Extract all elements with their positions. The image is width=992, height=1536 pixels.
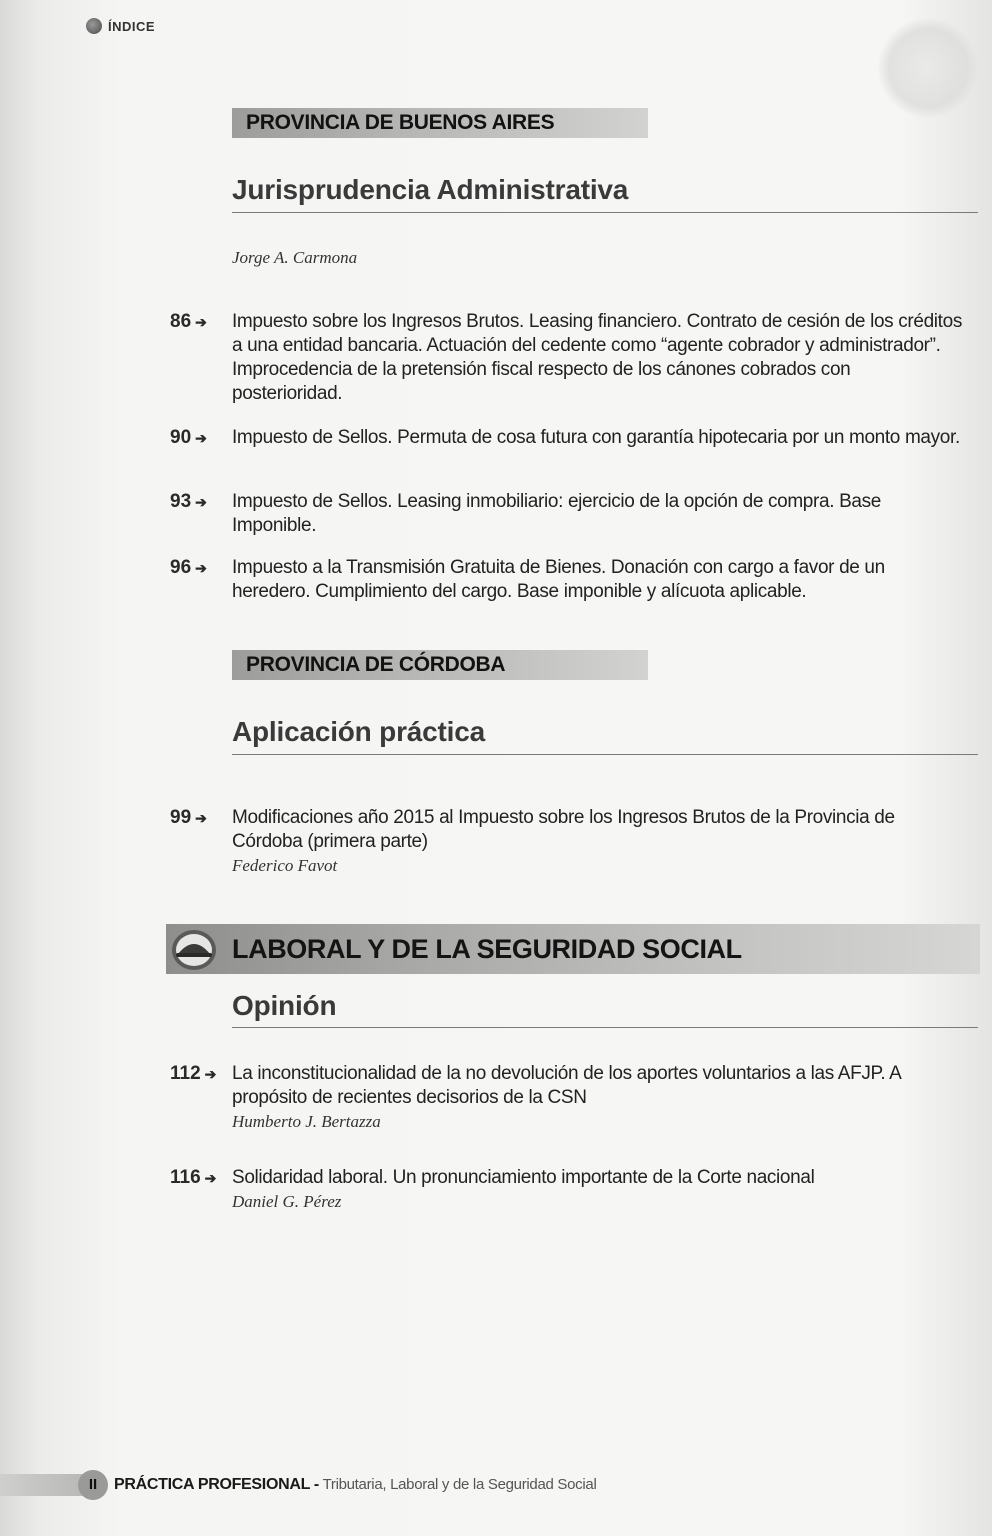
entry-body — [232, 556, 962, 604]
page-footer — [0, 1470, 596, 1500]
entry-body — [232, 1166, 962, 1214]
corner-decoration — [878, 18, 978, 118]
section-band-laboral — [166, 924, 980, 974]
entry-title: Impuesto de Sellos. Permuta de cosa futura con garantía hipotecaria por un monto mayor. — [232, 427, 960, 448]
entry-body — [232, 426, 962, 450]
section-author: Jorge A. Carmona — [232, 248, 358, 267]
entry-author: Federico Favot — [232, 856, 338, 875]
entry-title: Solidaridad laboral. Un pronunciamiento importante de la Corte nacional — [232, 1167, 815, 1188]
entry-body — [232, 310, 962, 406]
entry-page — [170, 806, 232, 878]
footer-brand: PRÁCTICA PROFESIONAL - — [114, 1476, 319, 1493]
entry-page — [170, 556, 232, 604]
toc-entry[interactable] — [170, 310, 962, 406]
toc-entry[interactable] — [170, 806, 962, 878]
entry-page-number: 99 — [170, 807, 192, 828]
footer-subtitle: Tributaria, Laboral y de la Seguridad Social — [318, 1476, 597, 1493]
entry-title: Impuesto a la Transmisión Gratuita de Bienes. Donación con cargo a favor de un heredero. Cumplimiento del cargo. Base imponible y alícuota aplicable. — [232, 557, 885, 602]
section-title-aplicacion: Aplicación práctica — [232, 716, 485, 747]
toc-entry[interactable] — [170, 556, 962, 604]
section-dot-icon — [86, 18, 102, 34]
entry-page — [170, 310, 232, 406]
helmet-icon — [170, 926, 218, 972]
toc-entry[interactable] — [170, 1166, 962, 1214]
section-title-opinion: Opinión — [232, 990, 337, 1021]
entry-title: Impuesto sobre los Ingresos Brutos. Leasing financiero. Contrato de cesión de los créditos a una entidad bancaria. Actuación del cedente como “agente cobrador y administrador”. Improcedencia de la pretensión fiscal respecto de los cánones cobrados con posterioridad. — [232, 311, 962, 404]
section-band-buenos-aires: PROVINCIA DE BUENOS AIRES — [232, 108, 648, 138]
arrow-right-icon: ➔ — [195, 810, 207, 826]
toc-entry[interactable] — [170, 1062, 962, 1134]
section-title-jurisprudencia: Jurisprudencia Administrativa — [232, 174, 629, 205]
arrow-right-icon: ➔ — [195, 430, 207, 446]
entry-body — [232, 1062, 962, 1134]
arrow-right-icon: ➔ — [204, 1066, 217, 1082]
section-band-cordoba: PROVINCIA DE CÓRDOBA — [232, 650, 648, 680]
arrow-right-icon: ➔ — [204, 1170, 217, 1186]
arrow-right-icon: ➔ — [195, 560, 207, 576]
entry-page — [170, 426, 232, 450]
toc-entry[interactable] — [170, 426, 962, 450]
section-rule — [232, 754, 978, 755]
entry-body — [232, 806, 962, 878]
arrow-right-icon: ➔ — [195, 314, 207, 330]
section-rule — [232, 212, 978, 213]
entry-page-number: 90 — [170, 427, 192, 448]
index-label — [86, 18, 155, 34]
entry-title: Modificaciones año 2015 al Impuesto sobre los Ingresos Brutos de la Provincia de Córdoba (primera parte) — [232, 807, 895, 852]
entry-title: La inconstitucionalidad de la no devolución de los aportes voluntarios a las AFJP. A propósito de recientes decisorios de la CSN — [232, 1063, 901, 1108]
entry-page-number: 93 — [170, 491, 192, 512]
entry-page-number: 112 — [170, 1063, 201, 1084]
entry-page — [170, 1166, 232, 1214]
entry-author: Daniel G. Pérez — [232, 1192, 342, 1211]
entry-author: Humberto J. Bertazza — [232, 1112, 381, 1131]
entry-page-number: 116 — [170, 1167, 201, 1188]
entry-title: Impuesto de Sellos. Leasing inmobiliario: ejercicio de la opción de compra. Base Imponible. — [232, 491, 881, 536]
footer-text — [114, 1476, 596, 1494]
arrow-right-icon: ➔ — [195, 494, 207, 510]
entry-page-number: 96 — [170, 557, 192, 578]
toc-entry[interactable] — [170, 490, 962, 538]
entry-page — [170, 1062, 232, 1134]
big-band-title: LABORAL Y DE LA SEGURIDAD SOCIAL — [232, 934, 742, 964]
entry-body — [232, 490, 962, 538]
footer-bar — [0, 1474, 86, 1496]
footer-page-number: II — [78, 1470, 108, 1500]
entry-page-number: 86 — [170, 311, 192, 332]
entry-page — [170, 490, 232, 538]
section-rule — [232, 1027, 978, 1028]
index-label-text: ÍNDICE — [108, 18, 156, 34]
